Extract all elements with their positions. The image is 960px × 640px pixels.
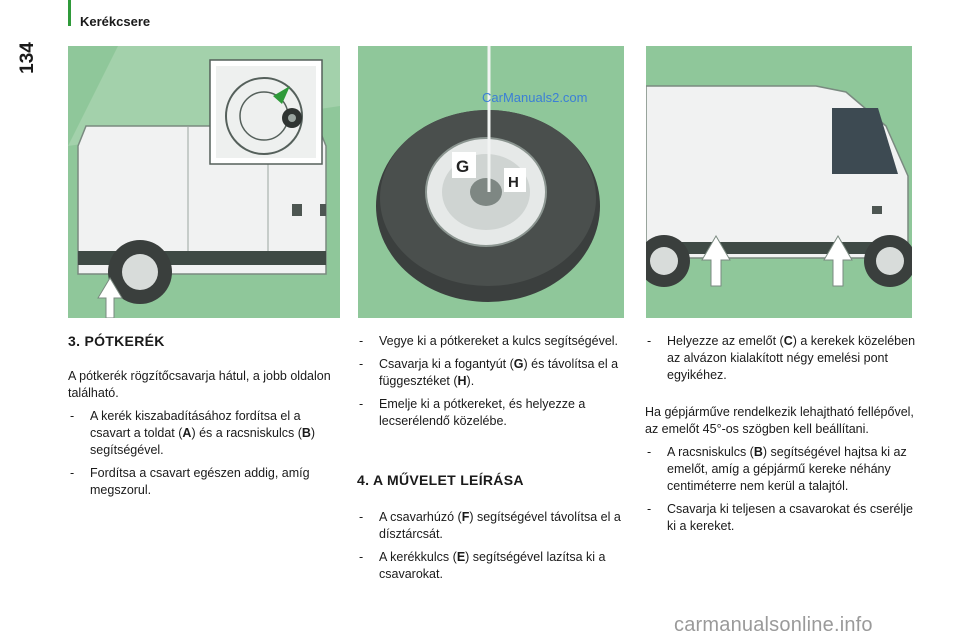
list-item: - Vegye ki a pótkereket a kulcs segítségével. bbox=[359, 334, 619, 348]
list-item: - A kerékkulcs (E) segítségével lazítsa ki a csavarokat. bbox=[359, 550, 606, 581]
column-1 bbox=[68, 333, 343, 499]
list-item: - A racsniskulcs (B) segítségével hajtsa ki az emelőt, amíg a gépjármű kereke néhány centiméterre nem kerül a talajtól. bbox=[647, 445, 907, 493]
header-accent-bar bbox=[68, 0, 71, 26]
list-item: - Fordítsa a csavart egészen addig, amíg megszorul. bbox=[70, 466, 310, 497]
section-title: Kerékcsere bbox=[80, 14, 151, 29]
illustration-jacking-points bbox=[646, 46, 912, 318]
list-item: - A kerék kiszabadításához fordítsa el a csavart a toldat (A) és a racsniskulcs (B) segítségével. bbox=[70, 409, 316, 457]
list-item: - Csavarja ki a fogantyút (G) és távolítsa el a függesztéket (H). bbox=[359, 357, 619, 388]
list-item: - A csavarhúzó (F) segítségével távolítsa el a dísztárcsát. bbox=[359, 510, 621, 541]
image-watermark: CarManuals2.com bbox=[482, 90, 588, 105]
list-item: - Emelje ki a pótkereket, és helyezze a lecserélendő közelébe. bbox=[359, 397, 586, 428]
page-number: 134 bbox=[17, 42, 38, 74]
van-rear-drawing bbox=[68, 46, 340, 318]
paragraph-step-note: Ha gépjárműve rendelkezik lehajtható fellépővel, az emelőt 45°-os szögben kell beállítani. bbox=[645, 405, 914, 436]
heading-spare-wheel: 3. PÓTKERÉK bbox=[68, 333, 165, 349]
illustration-spare-wheel bbox=[358, 46, 624, 318]
heading-procedure: 4. A MŰVELET LEÍRÁSA bbox=[357, 472, 524, 488]
spare-wheel-drawing bbox=[358, 46, 624, 318]
column-2 bbox=[357, 333, 625, 583]
label-h: H bbox=[508, 174, 519, 191]
list-item: - Helyezze az emelőt (C) a kerekek közelében az alvázon kialakított négy emelési pont egyikéhez. bbox=[647, 334, 916, 382]
column-3 bbox=[645, 333, 923, 535]
label-g: G bbox=[456, 157, 470, 176]
paragraph-intro: A pótkerék rögzítőcsavarja hátul, a jobb oldalon található. bbox=[68, 369, 331, 400]
list-item: - Csavarja ki teljesen a csavarokat és cserélje ki a kereket. bbox=[647, 502, 913, 533]
footer-watermark: carmanualsonline.info bbox=[674, 614, 873, 636]
illustration-van-rear bbox=[68, 46, 340, 318]
van-side-drawing bbox=[646, 46, 912, 318]
